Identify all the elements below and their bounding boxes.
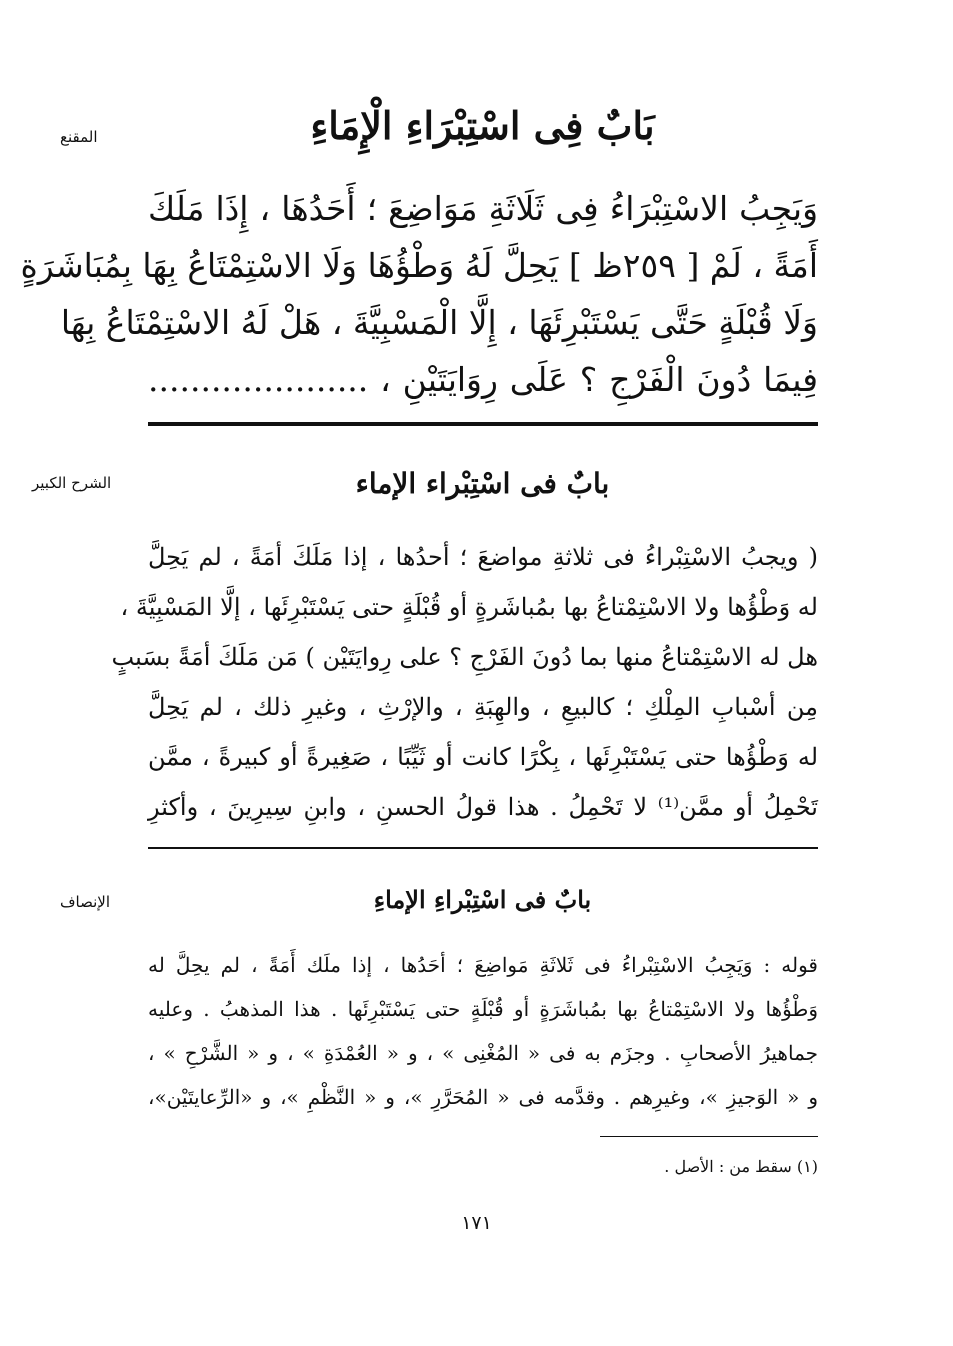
sharh-line: مِن أسْبابِ المِلْكِ ؛ كالبيعِ ، والهِبَةِ ، والإرْثِ ، وغيرِ ذلك ، لم يَحِلَّ [148, 693, 818, 721]
muqni-text [20, 180, 818, 408]
page-number: ١٧١ [461, 1212, 492, 1234]
insaf-side-label: الإنصاف [60, 893, 111, 911]
muqni-line: فِيمَا دُونَ الْفَرْجِ ؟ عَلَى رِوَايَتَيْنِ ، ..................... [148, 360, 818, 399]
insaf-text [148, 943, 818, 1119]
muqni-divider [148, 422, 818, 426]
sharh-side-label: الشرح الكبير [32, 474, 112, 492]
sharh-divider [148, 847, 818, 849]
insaf-heading: بابٌ فى اسْتِبْراءِ الإماءِ [373, 885, 592, 914]
footnote-separator [600, 1136, 818, 1137]
muqni-line: وَلَا قُبْلَةٍ حَتَّى يَسْتَبْرِئَهَا ، إِلَّا الْمَسْبِيَّةَ ، هَلْ لَهُ الاسْتِمْتَاعُ بِهَا [60, 303, 818, 342]
insaf-line: وَطْؤُها ولا الاسْتِمْتاعُ بها بمُباشَرَةٍ أو قُبْلَةٍ حتى يَسْتَبْرِئَها . هذا المذهبُ . وعليه [148, 997, 818, 1021]
footnote: (١) سقط من : الأصل . [664, 1157, 818, 1176]
sharh-line: له وَطْؤُها حتى يَسْتَبْرِئَها ، بِكْرًا كانت أو ثَيِّبًا ، صَغِيرةً أو كبيرةً ، ممَّن [148, 743, 819, 771]
sharh-line: ( ويجبُ الاسْتِبْراءُ فى ثلاثةِ مواضعَ ؛ أحدُها ، إذا مَلَكَ أمَةً ، لم يَحِلَّ [148, 543, 818, 571]
insaf-line: جماهيرُ الأصحابِ . وجزَم به فى « المُغْنِى » ، و « العُمْدَةِ » ، و « الشَّرْحِ » ، [148, 1041, 818, 1065]
sharh-line: له وَطْؤُها ولا الاسْتِمْتاعُ بها بمُباشَرةٍ أو قُبْلَةٍ حتى يَسْتَبْرِئَها ، إلَّا المَسْبِيَّةَ ، [120, 593, 818, 621]
insaf-line: قوله : وَيَجِبُ الاسْتِبْراءُ فى ثَلاثَةِ مَواضِعَ ؛ أحَدُها ، إذا ملَك أَمَةً ، لم يحِلَّ له [148, 953, 818, 977]
sharh-heading: بابٌ فى اسْتِبْراء الإماء [355, 467, 610, 500]
insaf-line: و « الوَجيزِ »، وغيرِهم . وقدَّمه فى « المُحَرَّرِ »، و « النَّظْمِ »، و «الرِّعايتَيْن»، [148, 1085, 818, 1109]
sharh-line: هل له الاسْتِمْتاعُ منها بما دُونَ الفَرْجِ ؟ على رِوايَتَيْن ) مَن مَلَكَ أمَةً بسَببٍ [111, 643, 818, 671]
muqni-heading: بَابٌ فِى اسْتِبْرَاءِ الْإِمَاءِ [310, 103, 655, 148]
muqni-side-label: المقنع [60, 128, 98, 146]
muqni-line: أَمَةً ، لَمْ [ ٢٥٩ظ ] يَحِلَّ لَهُ وَطْؤُهَا وَلَا الاسْتِمْتَاعُ بِهَا بِمُبَاشَرَةٍ [20, 246, 818, 285]
muqni-line: وَيَجِبُ الاسْتِبْرَاءُ فِى ثَلَاثَةِ مَوَاضِعَ ؛ أَحَدُهَا ، إِذَا مَلَكَ [148, 189, 818, 228]
sharh-line: تَحْمِلُ أو ممَّن⁽¹⁾ لا تَحْمِلُ . هذا قولُ الحسنِ ، وابنِ سِيرِينَ ، وأكثرِ [148, 793, 818, 821]
sharh-text [111, 532, 819, 832]
